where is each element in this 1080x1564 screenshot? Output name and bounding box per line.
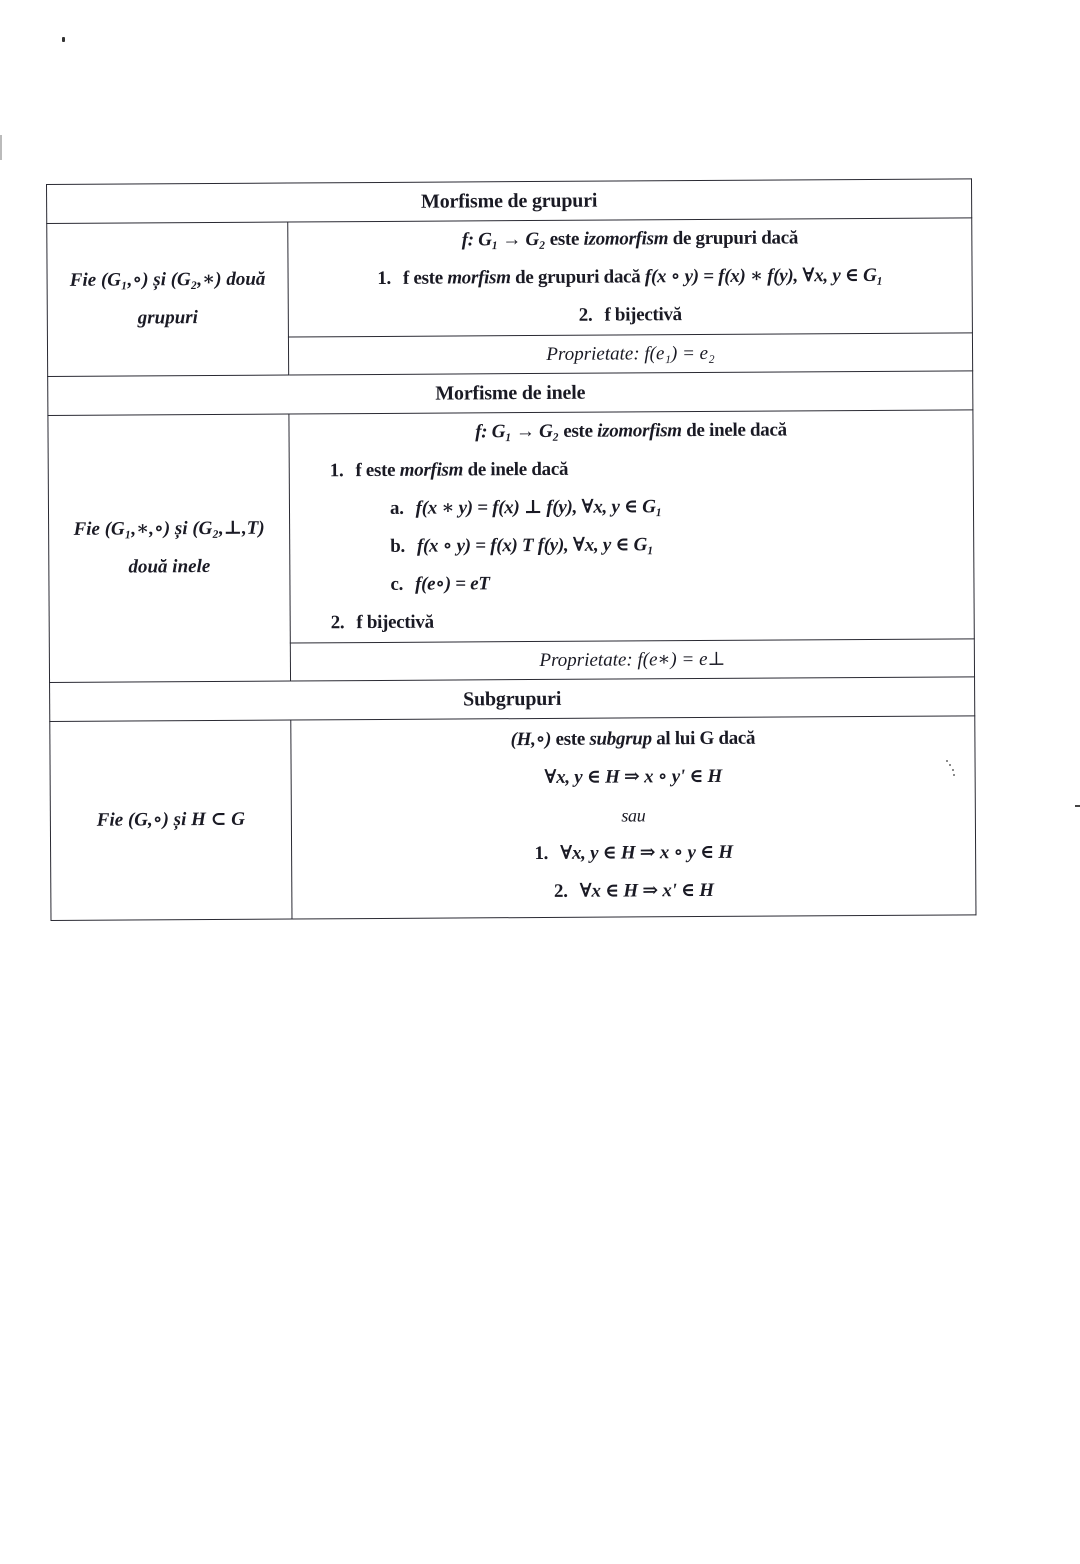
list-item: 2. f bijectivă [578,304,682,326]
condition-line: Fie (G,∘) și H ⊂ G [96,808,246,831]
section-header-row [47,179,972,224]
section-title-morfisme-inele: Morfisme de inele [48,371,973,416]
scan-speck [62,37,65,42]
section-header-row [48,371,973,416]
sub-list-item: c. f(e∘) = eT [390,573,490,595]
condition-line: două inele [128,556,211,578]
section-body-row [48,410,974,645]
definition-cell [288,218,973,337]
section-title-morfisme-grupuri: Morfisme de grupuri [47,179,972,224]
list-item: 2. f bijectivă [330,611,434,634]
sub-list-item: a. f(x ∗ y) = f(x) ⊥ f(y), ∀x, y ∈ G₁ [389,496,663,519]
scan-edge-dash [1075,805,1080,807]
condition-line: grupuri [137,307,198,329]
sub-list-item: b. f(x ∘ y) = f(x) T f(y), ∀x, y ∈ G₁ [390,534,654,557]
subgroup-criterion: ∀x, y ∈ H ⇒ x ∘ y' ∈ H [544,765,723,788]
condition-line: Fie (G₁,∗,∘) și (G₂,⊥,T) [73,517,265,540]
condition-cell [47,222,289,376]
section-body-row [47,218,973,339]
list-item: 1. ∀x, y ∈ H ⇒ x ∘ y ∈ H [534,841,733,865]
section-body-row [50,716,976,921]
scan-edge-mark [0,135,2,160]
definition-intro: (H,∘) este subgrup al lui G dacă [510,727,756,751]
list-item: 1. f este morfism de inele dacă [329,458,569,482]
condition-cell [48,414,291,682]
definition-intro: f: G₁ → G₂ este izomorfism de grupuri dacă [461,227,799,251]
condition-line: Fie (G₁,∘) și (G₂,∗) două [69,268,266,291]
list-item: 1. f este morfism de grupuri dacă f(x ∘ y) = f(x) ∗ f(y), ∀x, y ∈ G₁ [377,264,883,289]
definition-cell [291,716,976,919]
separator-sau: sau [621,805,646,826]
property-cell: Proprietate: f(e₁) = e₂ [288,333,972,375]
condition-cell [50,720,292,920]
list-item: 2. ∀x ∈ H ⇒ x' ∈ H [553,879,714,902]
property-cell: Proprietate: f(e∗) = e⊥ [290,639,974,681]
section-title-subgrupuri: Subgrupuri [50,677,975,722]
definition-cell [289,410,974,643]
definition-intro: f: G₁ → G₂ este izomorfism de inele dacă [475,419,787,443]
algebra-summary-table [46,178,976,921]
section-header-row [50,677,975,722]
